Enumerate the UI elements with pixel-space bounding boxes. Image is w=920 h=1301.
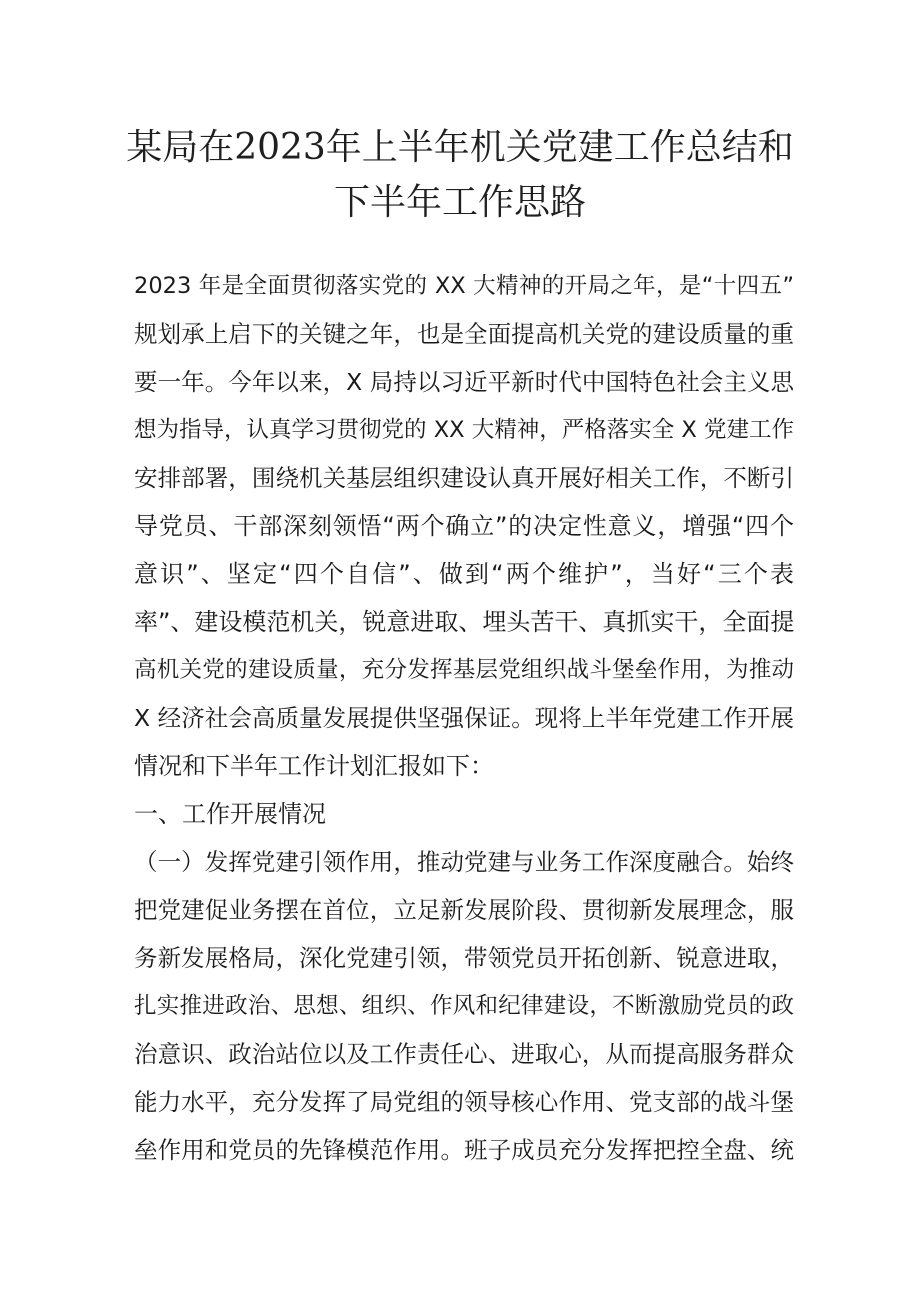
body-line: 率”、建设模范机关，锐意进取、埋头苦干、真抓实干，全面提 bbox=[134, 608, 795, 636]
body-line: 垒作用和党员的先锋模范作用。班子成员充分发挥把控全盘、统 bbox=[134, 1136, 794, 1164]
section-heading: 一、工作开展情况 bbox=[134, 800, 326, 828]
body-line: 意识”、坚定“四个自信”、做到“两个维护”，当好“三个表 bbox=[134, 560, 794, 588]
body-line: 治意识、政治站位以及工作责任心、进取心，从而提高服务群众 bbox=[134, 1040, 794, 1068]
body-line: 扎实推进政治、思想、组织、作风和纪律建设，不断激励党员的政 bbox=[134, 993, 794, 1019]
subsection-heading-line: （一）发挥党建引领作用，推动党建与业务工作深度融合。始终 bbox=[134, 848, 794, 876]
document-title-line-2: 下半年工作思路 bbox=[333, 182, 586, 223]
body-line: 导党员、干部深刻领悟“两个确立”的决定性意义，增强“四个 bbox=[134, 512, 794, 540]
body-line: 2023 年是全面贯彻落实党的 XX 大精神的开局之年，是“十四五” bbox=[134, 273, 794, 299]
body-line: 高机关党的建设质量，充分发挥基层党组织战斗堡垒作用，为推动 bbox=[134, 657, 794, 683]
body-line: 规划承上启下的关键之年，也是全面提高机关党的建设质量的重 bbox=[134, 320, 794, 348]
body-line: 情况和下半年工作计划汇报如下： bbox=[134, 752, 494, 780]
body-line: 能力水平，充分发挥了局党组的领导核心作用、党支部的战斗堡 bbox=[134, 1088, 794, 1116]
document-title-line-1: 某局在2023年上半年机关党建工作总结和 bbox=[126, 127, 794, 168]
body-line: 想为指导，认真学习贯彻党的 XX 大精神，严格落实全 X 党建工作 bbox=[134, 417, 794, 443]
body-line: 安排部署，围绕机关基层组织建设认真开展好相关工作，不断引 bbox=[134, 464, 794, 492]
body-line: X 经济社会高质量发展提供坚强保证。现将上半年党建工作开展 bbox=[134, 704, 794, 732]
body-line: 把党建促业务摆在首位，立足新发展阶段、贯彻新发展理念，服 bbox=[134, 896, 794, 924]
body-line: 要一年。今年以来，X 局持以习近平新时代中国特色社会主义思 bbox=[134, 368, 794, 396]
body-line: 务新发展格局，深化党建引领，带领党员开拓创新、锐意进取， bbox=[134, 944, 794, 972]
